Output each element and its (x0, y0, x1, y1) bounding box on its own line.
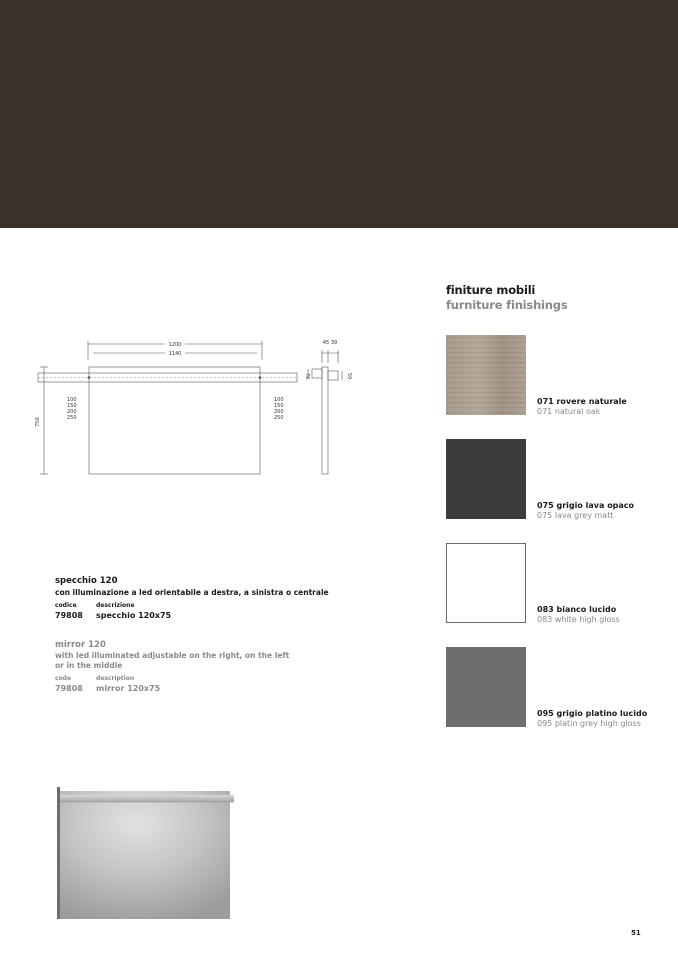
offset-left: 250 (67, 415, 77, 421)
swatch-lava-grey (446, 439, 526, 519)
offset-right: 250 (274, 415, 284, 421)
description-label-en: description (96, 675, 135, 682)
header-band (0, 0, 678, 228)
finish-name-it: 083 bianco lucido (537, 605, 617, 614)
dim-width-overall: 1200 (168, 342, 182, 348)
technical-drawing (30, 335, 370, 485)
finish-name-it: 095 grigio platino lucido (537, 709, 648, 718)
dim-height: 750 (35, 417, 41, 427)
finish-name-it: 075 grigio lava opaco (537, 501, 635, 510)
offset-right: 200 (274, 409, 284, 415)
product-desc-it: specchio 120x75 (96, 611, 172, 620)
offset-right: 150 (274, 403, 284, 409)
product-description-it: con illuminazione a led orientabile a destra, a sinistra o centrale (55, 588, 329, 597)
description-label-it: descrizione (96, 602, 135, 609)
swatch-natural-oak (446, 335, 526, 415)
code-label-en: code (55, 675, 72, 682)
product-name-en: mirror 120 (55, 640, 106, 650)
finishes-title: finiture mobili (446, 283, 536, 297)
dim-width-inner: 1140 (168, 351, 182, 357)
product-code-en: 79808 (55, 684, 83, 693)
dim-depth-b: 39 (330, 340, 338, 346)
finish-name-en: 083 white high gloss (537, 615, 620, 624)
finish-name-en: 075 lava grey matt (537, 511, 614, 520)
finish-name-en: 095 platin grey high gloss (537, 719, 641, 728)
product-desc-en: mirror 120x75 (96, 684, 161, 693)
offset-left: 200 (67, 409, 77, 415)
product-name-it: specchio 120 (55, 576, 118, 586)
product-description-en-line1: with led illuminated adjustable on the right, on the left (55, 651, 290, 660)
dim-light-height: 76 (304, 373, 310, 380)
mirror-photo (57, 787, 235, 920)
dim-depth-a: 45 (322, 340, 330, 346)
dim-light-depth: 50 (346, 373, 352, 380)
swatch-white-gloss (446, 543, 526, 623)
page-number: 51 (631, 929, 641, 937)
offset-left: 100 (67, 397, 77, 403)
finish-name-it: 071 rovere naturale (537, 397, 627, 406)
swatch-platin-grey (446, 647, 526, 727)
finish-name-en: 071 natural oak (537, 407, 601, 416)
offset-right: 100 (274, 397, 284, 403)
product-description-en-line2: or in the middle (55, 661, 123, 670)
offset-left: 150 (67, 403, 77, 409)
finishes-subtitle: furniture finishings (446, 298, 568, 312)
code-label-it: codice (55, 602, 77, 609)
product-code-it: 79808 (55, 611, 83, 620)
